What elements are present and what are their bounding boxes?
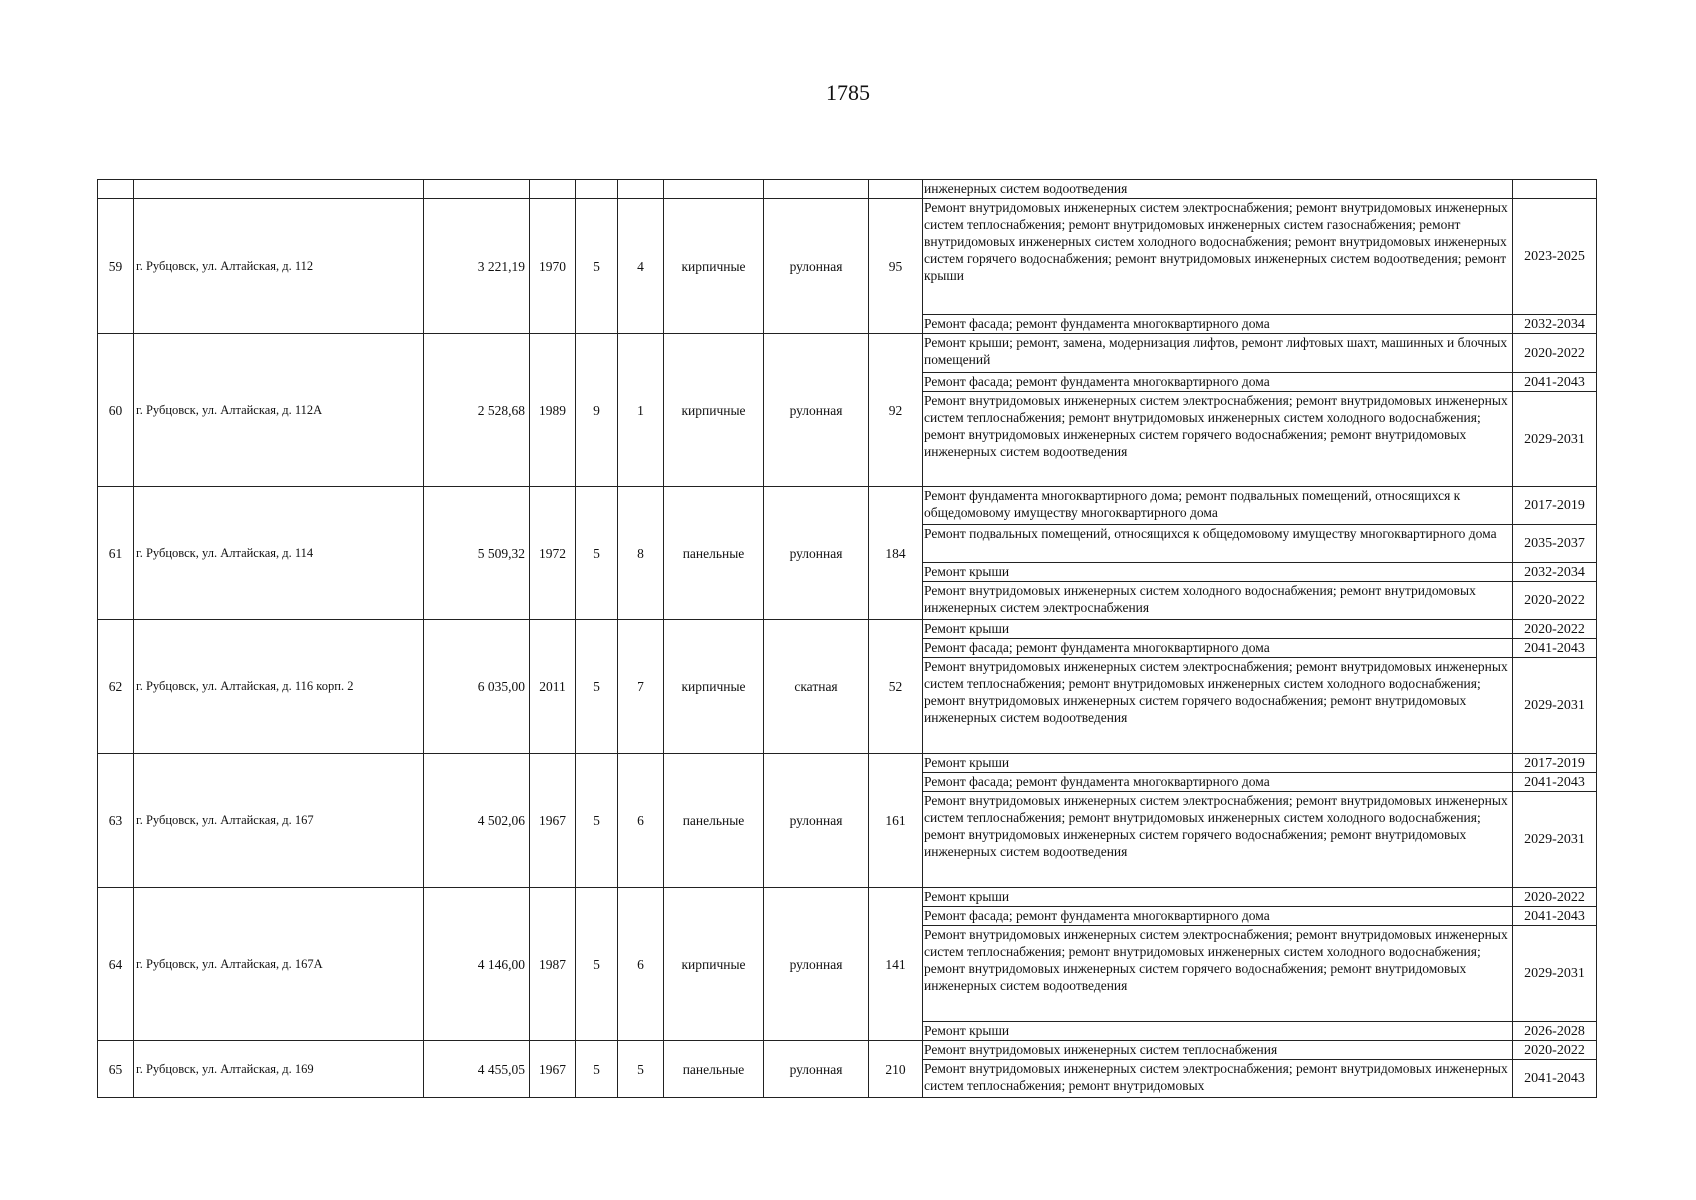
work-description: Ремонт подвальных помещений, относящихся к общедомовому имуществу многоквартирного дома [923,525,1513,563]
floors-cell: 5 [576,487,618,620]
work-period: 2017-2019 [1513,754,1597,773]
work-period: 2023-2025 [1513,199,1597,315]
residents-cell: 52 [869,620,923,754]
floors-cell: 9 [576,334,618,487]
work-description: Ремонт внутридомовых инженерных систем электроснабжения; ремонт внутридомовых инженерных систем теплоснабжения; ремонт внутридомовых инженерных систем холодного водоснабжения; ремонт внутридомовых инженерных систем горячего водоснабжения; ремонт внутридомовых инженерных систем водоотведения [923,658,1513,754]
work-description: Ремонт фасада; ремонт фундамента многоквартирного дома [923,315,1513,334]
residents-cell: 184 [869,487,923,620]
work-period: 2029-2031 [1513,792,1597,888]
residents-cell: 92 [869,334,923,487]
year-cell: 1967 [530,754,576,888]
entrances-cell: 6 [618,754,664,888]
work-period: 2017-2019 [1513,487,1597,525]
work-period: 2020-2022 [1513,888,1597,907]
entrances-cell: 7 [618,620,664,754]
year-cell: 1989 [530,334,576,487]
table-row [98,754,1597,773]
floors-cell: 5 [576,1041,618,1098]
work-period: 2020-2022 [1513,620,1597,639]
address-cell: г. Рубцовск, ул. Алтайская, д. 114 [134,487,424,620]
roof-type-cell: рулонная [764,888,869,1041]
work-period: 2041-2043 [1513,773,1597,792]
work-description: Ремонт фасада; ремонт фундамента многоквартирного дома [923,773,1513,792]
wall-material-cell: панельные [664,1041,764,1098]
table-row [98,334,1597,373]
work-description: Ремонт внутридомовых инженерных систем холодного водоснабжения; ремонт внутридомовых инженерных систем электроснабжения [923,582,1513,620]
area-cell: 4 455,05 [424,1041,530,1098]
work-description: Ремонт внутридомовых инженерных систем электроснабжения; ремонт внутридомовых инженерных систем теплоснабжения; ремонт внутридомовых инженерных систем холодного водоснабжения; ремонт внутридомовых инженерных систем горячего водоснабжения; ремонт внутридомовых инженерных систем водоотведения [923,926,1513,1022]
work-period [1513,180,1597,199]
entrances-cell: 6 [618,888,664,1041]
row-number: 64 [98,888,134,1041]
area-cell: 5 509,32 [424,487,530,620]
work-period: 2041-2043 [1513,907,1597,926]
housing-repair-table [97,179,1597,1098]
row-number: 63 [98,754,134,888]
roof-type-cell: скатная [764,620,869,754]
work-description: Ремонт фасада; ремонт фундамента многоквартирного дома [923,373,1513,392]
work-description: Ремонт фасада; ремонт фундамента многоквартирного дома [923,639,1513,658]
roof-type-cell: рулонная [764,487,869,620]
work-description: Ремонт внутридомовых инженерных систем электроснабжения; ремонт внутридомовых инженерных систем теплоснабжения; ремонт внутридомовых инженерных систем холодного водоснабжения; ремонт внутридомовых инженерных систем горячего водоснабжения; ремонт внутридомовых инженерных систем водоотведения [923,392,1513,487]
table-row [98,487,1597,525]
entrances-cell: 1 [618,334,664,487]
work-period: 2041-2043 [1513,373,1597,392]
row-number: 65 [98,1041,134,1098]
work-description: Ремонт внутридомовых инженерных систем электроснабжения; ремонт внутридомовых инженерных систем теплоснабжения; ремонт внутридомовых [923,1060,1513,1098]
year-cell: 1972 [530,487,576,620]
floors-cell: 5 [576,754,618,888]
residents-cell: 141 [869,888,923,1041]
work-period: 2032-2034 [1513,563,1597,582]
floors-cell: 5 [576,888,618,1041]
year-cell: 2011 [530,620,576,754]
work-description: Ремонт крыши [923,888,1513,907]
address-cell: г. Рубцовск, ул. Алтайская, д. 116 корп. 2 [134,620,424,754]
wall-material-cell: кирпичные [664,334,764,487]
address-cell: г. Рубцовск, ул. Алтайская, д. 112А [134,334,424,487]
roof-type-cell: рулонная [764,1041,869,1098]
work-description: Ремонт крыши [923,1022,1513,1041]
page-number: 1785 [826,80,870,105]
work-description: Ремонт крыши [923,620,1513,639]
roof-type-cell: рулонная [764,199,869,334]
residents-cell: 95 [869,199,923,334]
wall-material-cell: панельные [664,487,764,620]
wall-material-cell: кирпичные [664,199,764,334]
row-number: 62 [98,620,134,754]
work-period: 2020-2022 [1513,582,1597,620]
floors-cell: 5 [576,620,618,754]
work-period: 2020-2022 [1513,334,1597,373]
address-cell: г. Рубцовск, ул. Алтайская, д. 169 [134,1041,424,1098]
work-period: 2041-2043 [1513,639,1597,658]
residents-cell: 210 [869,1041,923,1098]
wall-material-cell: кирпичные [664,620,764,754]
table-row [98,199,1597,315]
work-period: 2035-2037 [1513,525,1597,563]
area-cell: 3 221,19 [424,199,530,334]
wall-material-cell: кирпичные [664,888,764,1041]
area-cell: 2 528,68 [424,334,530,487]
address-cell: г. Рубцовск, ул. Алтайская, д. 112 [134,199,424,334]
area-cell: 6 035,00 [424,620,530,754]
work-description: инженерных систем водоотведения [923,180,1513,199]
year-cell: 1967 [530,1041,576,1098]
table-body [98,180,1597,1098]
roof-type-cell: рулонная [764,334,869,487]
table-row [98,180,1597,199]
work-description: Ремонт фундамента многоквартирного дома; ремонт подвальных помещений, относящихся к общедомовому имуществу многоквартирного дома [923,487,1513,525]
address-cell: г. Рубцовск, ул. Алтайская, д. 167А [134,888,424,1041]
row-number: 60 [98,334,134,487]
work-description: Ремонт крыши [923,563,1513,582]
work-period: 2029-2031 [1513,658,1597,754]
address-cell: г. Рубцовск, ул. Алтайская, д. 167 [134,754,424,888]
work-description: Ремонт фасада; ремонт фундамента многоквартирного дома [923,907,1513,926]
work-period: 2026-2028 [1513,1022,1597,1041]
work-period: 2020-2022 [1513,1041,1597,1060]
floors-cell: 5 [576,199,618,334]
work-description: Ремонт внутридомовых инженерных систем электроснабжения; ремонт внутридомовых инженерных систем теплоснабжения; ремонт внутридомовых инженерных систем холодного водоснабжения; ремонт внутридомовых инженерных систем горячего водоснабжения; ремонт внутридомовых инженерных систем водоотведения [923,792,1513,888]
table-row [98,1041,1597,1060]
work-description: Ремонт внутридомовых инженерных систем электроснабжения; ремонт внутридомовых инженерных систем теплоснабжения; ремонт внутридомовых инженерных систем газоснабжения; ремонт внутридомовых инженерных систем холодного водоснабжения; ремонт внутридомовых инженерных систем горячего водоснабжения; ремонт внутридомовых инженерных систем водоотведения; ремонт крыши [923,199,1513,315]
work-description: Ремонт крыши [923,754,1513,773]
roof-type-cell: рулонная [764,754,869,888]
entrances-cell: 8 [618,487,664,620]
work-period: 2041-2043 [1513,1060,1597,1098]
area-cell: 4 146,00 [424,888,530,1041]
residents-cell: 161 [869,754,923,888]
work-description: Ремонт крыши; ремонт, замена, модернизация лифтов, ремонт лифтовых шахт, машинных и блочных помещений [923,334,1513,373]
entrances-cell: 4 [618,199,664,334]
work-description: Ремонт внутридомовых инженерных систем теплоснабжения [923,1041,1513,1060]
area-cell: 4 502,06 [424,754,530,888]
row-number: 59 [98,199,134,334]
year-cell: 1970 [530,199,576,334]
work-period: 2029-2031 [1513,926,1597,1022]
wall-material-cell: панельные [664,754,764,888]
work-period: 2029-2031 [1513,392,1597,487]
row-number: 61 [98,487,134,620]
work-period: 2032-2034 [1513,315,1597,334]
year-cell: 1987 [530,888,576,1041]
table-row [98,620,1597,639]
table-row [98,888,1597,907]
entrances-cell: 5 [618,1041,664,1098]
